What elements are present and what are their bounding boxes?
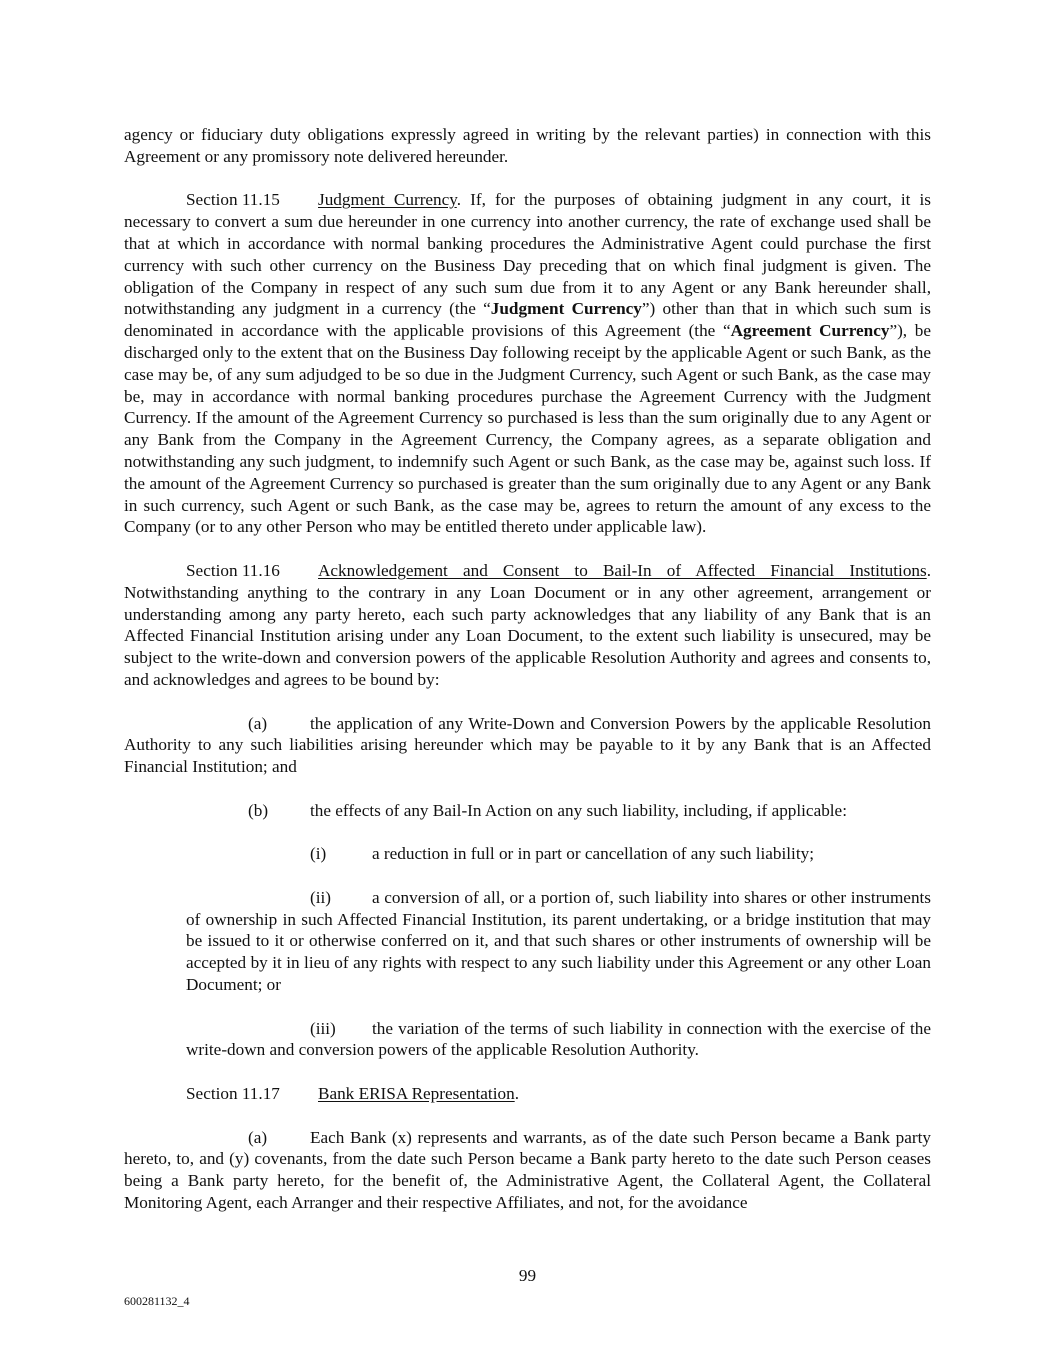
section-title: Acknowledgement and Consent to Bail-In of Affected Financial Institutions bbox=[318, 560, 927, 580]
defined-term: Agreement Currency bbox=[730, 321, 890, 341]
section-11-15: Section 11.15 Judgment Currency. If, for the purposes of obtaining judgment in any court, it is necessary to convert a sum due hereunder in one currency into another currency, the rate of exchange used shall be that at which in accordance with normal banking procedures the Administrative Agent could purchase the first currency with such other currency on the Business Day preceding that on which final judgment is given. The obligation of the Company in respect of any such sum due from it to any Agent or any Bank hereunder shall, notwithstanding any judgment in a currency (the “Judgment Currency”) other than that in which such sum is denominated in accordance with the applicable provisions of this Agreement (the “Agreement Currency”), be discharged only to the extent that on the Business Day following receipt by the applicable Agent or such Bank, as the case may be, of any sum adjudged to be so due in the Judgment Currency, such Agent or such Bank, as the case may be, may in accordance with normal banking procedures purchase the Agreement Currency with the Judgment Currency. If the amount of the Agreement Currency so purchased is less than the sum originally due to any Agent or any Bank from the Company in the Agreement Currency, the Company agrees, as a separate obligation and notwithstanding any such judgment, to indemnify such Agent or such Bank, as the case may be, against such loss. If the amount of the Agreement Currency so purchased is greater than the sum originally due to any Agent or any Bank in such currency, such Agent or such Bank, as the case may be, agrees to return the amount of any excess to the Company (or to any other Person who may be entitled thereto under applicable law). bbox=[124, 190, 932, 537]
clause-a: (a) the application of any Write-Down and Conversion Powers by the applicable Resolution Authority to any such liabilities arising hereunder which may be payable to it by any Bank that is an Affected Financial Institution; and bbox=[124, 713, 931, 777]
section-number: Section 11.17 bbox=[186, 1084, 280, 1104]
section-title: Judgment Currency bbox=[318, 190, 457, 210]
document-id: 600281132_4 bbox=[124, 1294, 190, 1308]
section-title: Bank ERISA Representation bbox=[318, 1084, 515, 1104]
defined-term: Judgment Currency bbox=[490, 299, 642, 319]
clause-a-erisa: (a) Each Bank (x) represents and warrants, as of the date such Person became a Bank party hereto, to, and (y) covenants, from the date such Person became a Bank party hereto to the date such Person ceases being a Bank party hereto, for the benefit of, the Administrative Agent, the Collateral Agent, the Collateral Monitoring Agent, each Arranger and their respective Affiliates, and not, for the avoidance bbox=[124, 1127, 931, 1213]
clause-label: (ii) bbox=[310, 887, 331, 907]
section-11-16: Section 11.16 Acknowledgement and Consent to Bail-In of Affected Financial Institutions. Notwithstanding anything to the contrary in any Loan Document or in any other agreement, arrangement or understanding among any party hereto, each such party acknowledges that any liability of any Bank that is an Affected Financial Institution arising under any Loan Document, to the extent such liability is unsecured, may be subject to the write-down and conversion powers of the applicable Resolution Authority and agrees and consents to, and acknowledges and agrees to be bound by: bbox=[124, 560, 931, 689]
clause-ii: (ii) a conversion of all, or a portion of, such liability into shares or other instruments of ownership in such Affected Financial Institution, its parent undertaking, or a bridge institution that may be issued to it or otherwise conferred on it, and that such shares or other instruments of ownership will be accepted by it in lieu of any rights with respect to any such liability under this Agreement or any other Loan Document; or bbox=[186, 887, 931, 995]
intro-paragraph: agency or fiduciary duty obligations expressly agreed in writing by the relevant parties) in connection with this Agreement or any promissory note delivered hereunder. bbox=[124, 125, 931, 166]
clause-label: (iii) bbox=[310, 1018, 336, 1038]
clause-label: (i) bbox=[310, 844, 327, 864]
clause-b: (b) the effects of any Bail-In Action on any such liability, including, if applicable: bbox=[248, 800, 847, 820]
clause-iii: (iii) the variation of the terms of such liability in connection with the exercise of the write-down and conversion powers of the applicable Resolution Authority. bbox=[186, 1018, 931, 1060]
page-number: 99 bbox=[518, 1266, 537, 1285]
clause-label: (a) bbox=[248, 713, 268, 733]
section-11-17: Section 11.17 Bank ERISA Representation. bbox=[186, 1084, 519, 1104]
section-number: Section 11.15 bbox=[186, 190, 280, 210]
clause-i: (i) a reduction in full or in part or cancellation of any such liability; bbox=[310, 844, 814, 864]
clause-label: (a) bbox=[248, 1127, 268, 1147]
clause-label: (b) bbox=[248, 800, 269, 820]
section-number: Section 11.16 bbox=[186, 560, 280, 580]
document-page bbox=[124, 124, 931, 1236]
